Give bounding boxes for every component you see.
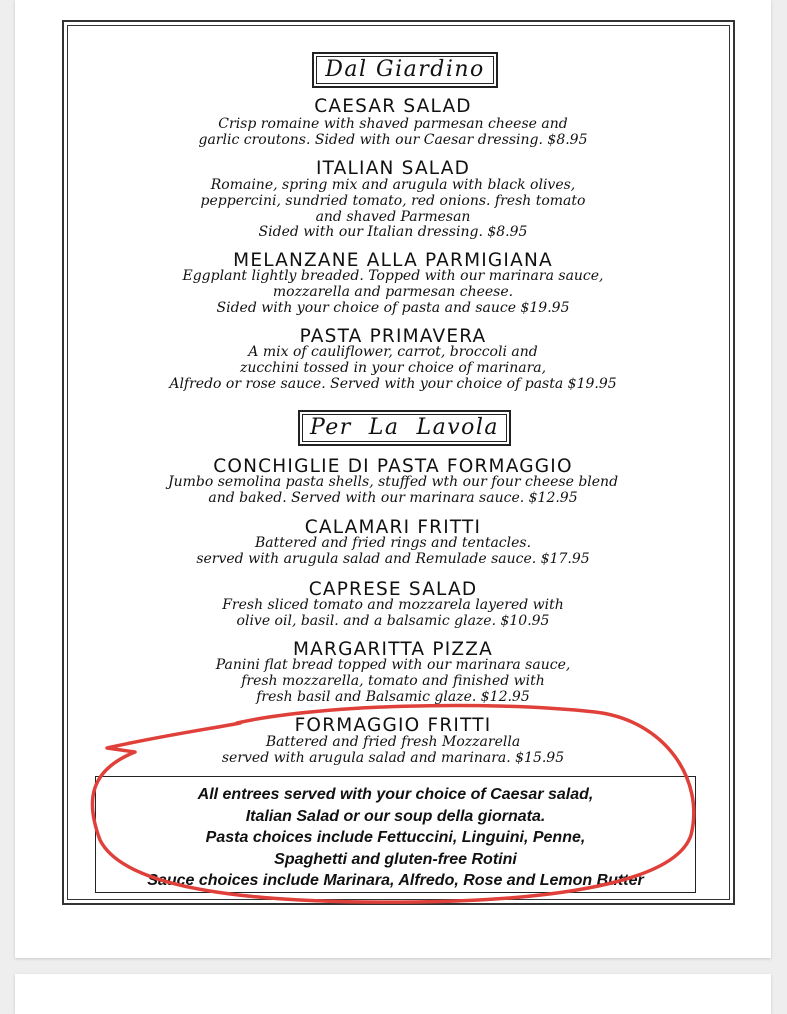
- description-line: Fresh sliced tomato and mozzarela layered with: [222, 597, 564, 613]
- description-line: peppercini, sundried tomato, red onions. fresh tomato: [200, 192, 586, 209]
- description-line: served with arugula salad and Remulade sauce. $17.95: [196, 550, 590, 567]
- description-line: and shaved Parmesan: [315, 208, 471, 225]
- menu-item-name: CONCHIGLIE DI PASTA FORMAGGIO: [213, 456, 573, 477]
- description-line: Romaine, spring mix and arugula with black olives,: [210, 177, 576, 193]
- menu-page: [15, 0, 771, 958]
- description-line: Sided with our Italian dressing. $8.95: [258, 224, 528, 241]
- description-line: Crisp romaine with shaved parmesan cheese and: [218, 116, 568, 132]
- description-line: and baked. Served with our marinara sauce. $12.95: [208, 489, 578, 506]
- description-line: A mix of cauliflower, carrot, broccoli and: [248, 344, 538, 360]
- next-page: [15, 974, 771, 1014]
- description-line: zucchini tossed in your choice of marinara,: [239, 359, 547, 376]
- note-line: Sauce choices include Marinara, Alfredo, Rose and Lemon Butter: [147, 872, 644, 889]
- menu-item-name: MELANZANE ALLA PARMIGIANA: [233, 250, 553, 271]
- description-line: garlic croutons. Sided with our Caesar dressing. $8.95: [198, 131, 588, 148]
- description-line: fresh basil and Balsamic glaze. $12.95: [256, 688, 530, 705]
- menu-item-name: CAPRESE SALAD: [308, 579, 478, 600]
- description-line: served with arugula salad and marinara. $15.95: [221, 749, 565, 766]
- description-line: Battered and fried rings and tentacles.: [254, 535, 532, 551]
- description-line: Alfredo or rose sauce. Served with your choice of pasta $19.95: [169, 375, 617, 392]
- red-circle-annotation: [15, 0, 771, 958]
- description-line: Sided with your choice of pasta and sauce $19.95: [216, 299, 570, 316]
- note-line: Spaghetti and gluten-free Rotini: [274, 850, 517, 868]
- menu-item-name: FORMAGGIO FRITTI: [294, 715, 492, 736]
- menu-item-name: ITALIAN SALAD: [315, 158, 471, 179]
- red-circle-stroke: [92, 705, 693, 902]
- menu-item-name: CALAMARI FRITTI: [304, 517, 482, 538]
- description-line: mozzarella and parmesan cheese.: [272, 283, 514, 300]
- menu-item-name: MARGARITTA PIZZA: [293, 639, 493, 660]
- note-line: All entrees served with your choice of Caesar salad,: [197, 786, 594, 803]
- description-line: olive oil, basil. and a balsamic glaze. $10.95: [236, 612, 550, 629]
- note-line: Italian Salad or our soup della giornata.: [245, 807, 546, 825]
- section-title: Dal Giardino: [316, 56, 494, 84]
- description-line: fresh mozzarella, tomato and finished with: [241, 672, 545, 689]
- description-line: Battered and fried fresh Mozzarella: [265, 734, 521, 750]
- menu-item-name: PASTA PRIMAVERA: [299, 326, 487, 347]
- section-title: Per La Lavola: [302, 414, 507, 442]
- menu-item-name: CAESAR SALAD: [314, 96, 472, 117]
- note-line: Pasta choices include Fettuccini, Linguini, Penne,: [205, 829, 586, 846]
- description-line: Panini flat bread topped with our marinara sauce,: [215, 657, 571, 673]
- description-line: Jumbo semolina pasta shells, stuffed wth our four cheese blend: [167, 474, 619, 490]
- description-line: Eggplant lightly breaded. Topped with our marinara sauce,: [182, 268, 604, 284]
